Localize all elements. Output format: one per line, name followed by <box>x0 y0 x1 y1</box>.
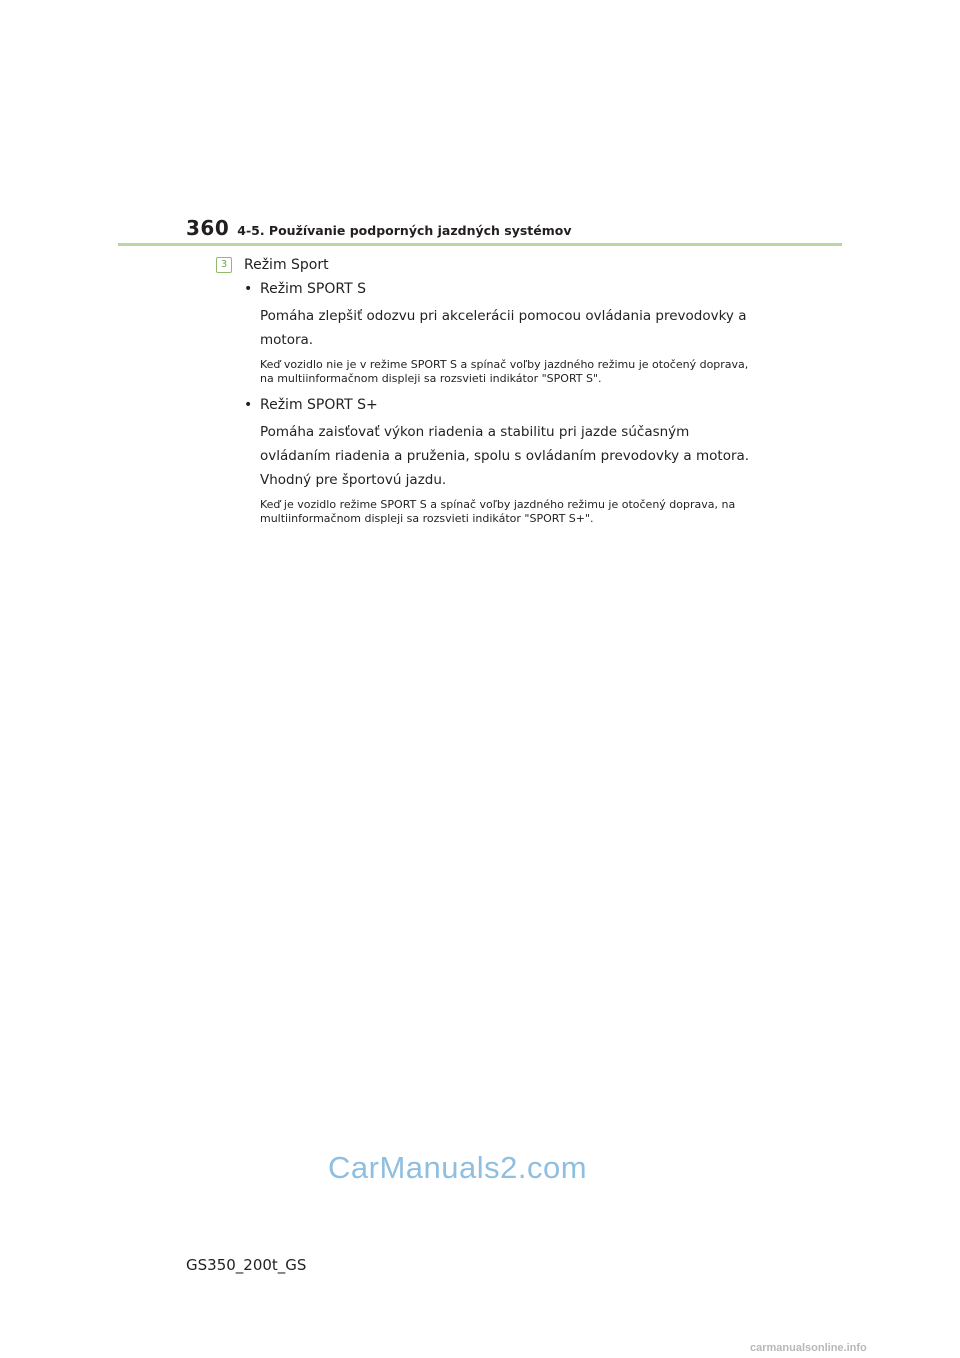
bullet-label: Režim SPORT S <box>260 281 366 297</box>
bullet-note: Keď je vozidlo režime SPORT S a spínač voľby jazdného režimu je otočený doprava, na multiinformačnom displeji sa rozsvieti indikátor "SPORT S+". <box>260 498 736 525</box>
step-title: Režim Sport <box>244 257 329 273</box>
header-divider <box>118 243 842 246</box>
main-content <box>216 254 756 534</box>
bullet-description: Pomáha zaisťovať výkon riadenia a stabilitu pri jazde súčasným ovládaním riadenia a pruženia, spolu s ovládaním prevodovky a motora. Vhodný pre športovú jazdu. <box>260 424 750 488</box>
step-heading <box>216 254 756 276</box>
bullet-dot: • <box>244 281 253 297</box>
footer-model-id: GS350_200t_GS <box>186 1256 307 1274</box>
bullet-dot: • <box>244 397 253 413</box>
page-header <box>186 216 572 246</box>
list-item <box>216 278 756 386</box>
watermark-logo: CarManuals2.com <box>328 1150 588 1185</box>
bullet-label: Režim SPORT S+ <box>260 397 378 413</box>
bullet-heading <box>244 278 756 300</box>
watermark-site: carmanualsonline.info <box>750 1342 867 1354</box>
bullet-heading <box>244 394 756 416</box>
list-item <box>216 394 756 526</box>
step-number-badge: 3 <box>216 257 232 273</box>
section-title: 4-5. Používanie podporných jazdných systémov <box>237 223 572 238</box>
page-number: 360 <box>186 216 230 240</box>
bullet-note: Keď vozidlo nie je v režime SPORT S a spínač voľby jazdného režimu je otočený doprava, na multiinformačnom displeji sa rozsvieti indikátor "SPORT S". <box>260 358 749 385</box>
bullet-description: Pomáha zlepšiť odozvu pri akcelerácii pomocou ovládania prevodovky a motora. <box>260 308 747 348</box>
